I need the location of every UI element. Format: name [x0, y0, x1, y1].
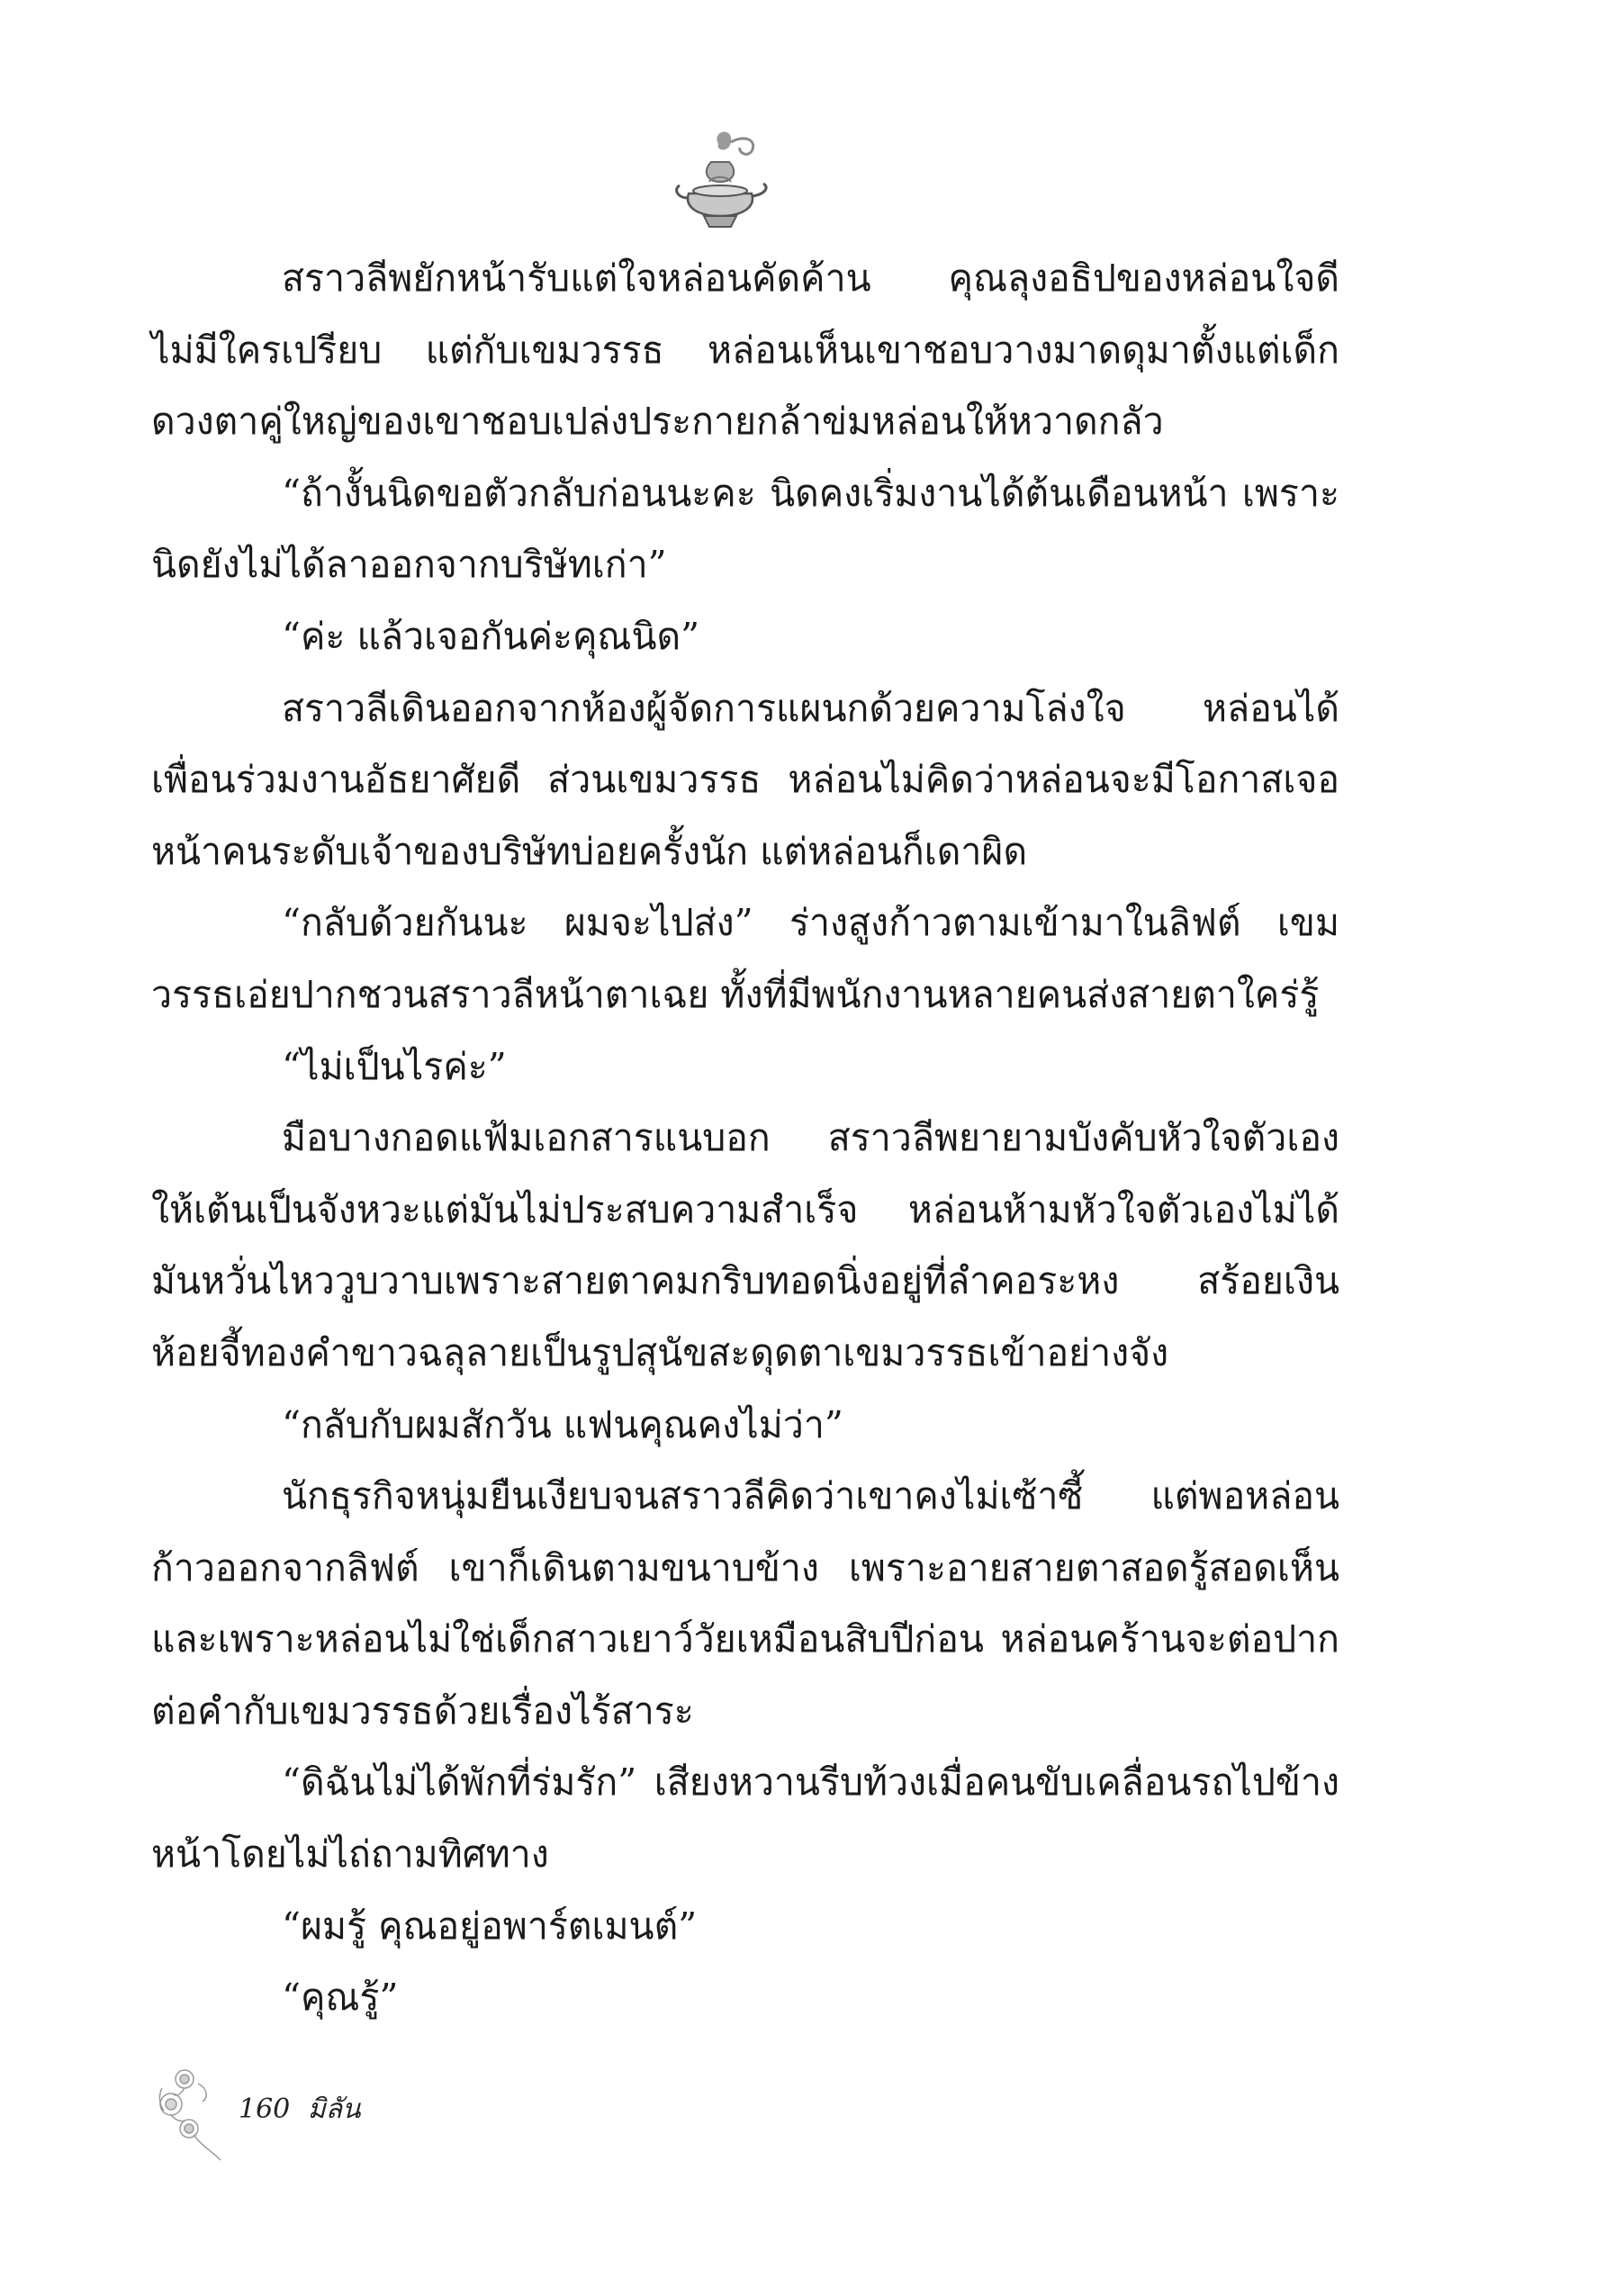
- paragraph: “คุณรู้”: [282, 1976, 399, 2020]
- paragraph: “ไม่เป็นไรค่ะ”: [282, 1044, 507, 1088]
- paragraph: “กลับด้วยกันนะ ผมจะไปส่ง” ร่างสูงก้าวตามเข้ามาในลิฟต์ เขมวรรธเอ่ยปากชวนสราวลีหน้าตาเฉย ทั้งที่มีพนักงานหลายคนส่งสายตาใคร่รู้: [151, 901, 1339, 1016]
- paragraph: “ดิฉันไม่ได้พักที่ร่มรัก” เสียงหวานรีบท้วงเมื่อคนขับเคลื่อนรถไปข้างหน้าโดยไม่ไถ่ถามทิศทาง: [151, 1760, 1339, 1877]
- page-footer: [239, 2088, 369, 2130]
- paragraph: “ผมรู้ คุณอยู่อพาร์ตเมนต์”: [282, 1904, 698, 1948]
- paragraph: สราวลีพยักหน้ารับแต่ใจหล่อนคัดค้าน คุณลุงอธิปของหล่อนใจดีไม่มีใครเปรียบ แต่กับเขมวรรธ หล่อนเห็นเขาชอบวางมาดดุมาตั้งแต่เด็ก ดวงตาคู่ใหญ่ของเขาชอบเปล่งประกายกล้าข่มหล่อนให้หวาดกลัว: [151, 257, 1339, 444]
- paragraph: มือบางกอดแฟ้มเอกสารแนบอก สราวลีพยายามบังคับหัวใจตัวเอง ให้เต้นเป็นจังหวะแต่มันไม่ประสบความสำเร็จ หล่อนห้ามหัวใจตัวเองไม่ได้ มันหวั่นไหววูบวาบเพราะสายตาคมกริบทอดนิ่งอยู่ที่ลำคอระหง สร้อยเงินห้อยจี้ทองคำขาวฉลุลายเป็นรูปสุนัขสะดุดตาเขมวรรธเข้าอย่างจัง: [151, 1116, 1339, 1374]
- paragraph: “ค่ะ แล้วเจอกันค่ะคุณนิด”: [282, 614, 700, 658]
- chapter-body: [151, 243, 1339, 2034]
- paragraph: “กลับกับผมสักวัน แฟนคุณคงไม่ว่า”: [282, 1402, 843, 1446]
- book-title: มิลัน: [307, 2093, 361, 2125]
- paragraph: สราวลีเดินออกจากห้องผู้จัดการแผนกด้วยความโล่งใจ หล่อนได้เพื่อนร่วมงานอัธยาศัยดี ส่วนเขมวรรธ หล่อนไม่คิดว่าหล่อนจะมีโอกาสเจอหน้าคนระดับเจ้าของบริษัทบ่อยครั้งนัก แต่หล่อนก็เดาผิด: [151, 686, 1339, 873]
- page-number: 160: [239, 2093, 291, 2125]
- paragraph: นักธุรกิจหนุ่มยืนเงียบจนสราวลีคิดว่าเขาคงไม่เซ้าซี้ แต่พอหล่อนก้าวออกจากลิฟต์ เขาก็เดินตามขนาบข้าง เพราะอายสายตาสอดรู้สอดเห็น และเพราะหล่อนไม่ใช่เด็กสาวเยาว์วัยเหมือนสิบปีก่อน หล่อนคร้านจะต่อปากต่อคำกับเขมวรรธด้วยเรื่องไร้สาระ: [151, 1474, 1339, 1733]
- paragraph: “ถ้างั้นนิดขอตัวกลับก่อนนะคะ นิดคงเริ่มงานได้ต้นเดือนหน้า เพราะนิดยังไม่ได้ลาออกจากบริษัทเก่า”: [151, 471, 1339, 587]
- genie-lamp-icon: [666, 126, 774, 243]
- flower-ornament-icon: [144, 2061, 234, 2165]
